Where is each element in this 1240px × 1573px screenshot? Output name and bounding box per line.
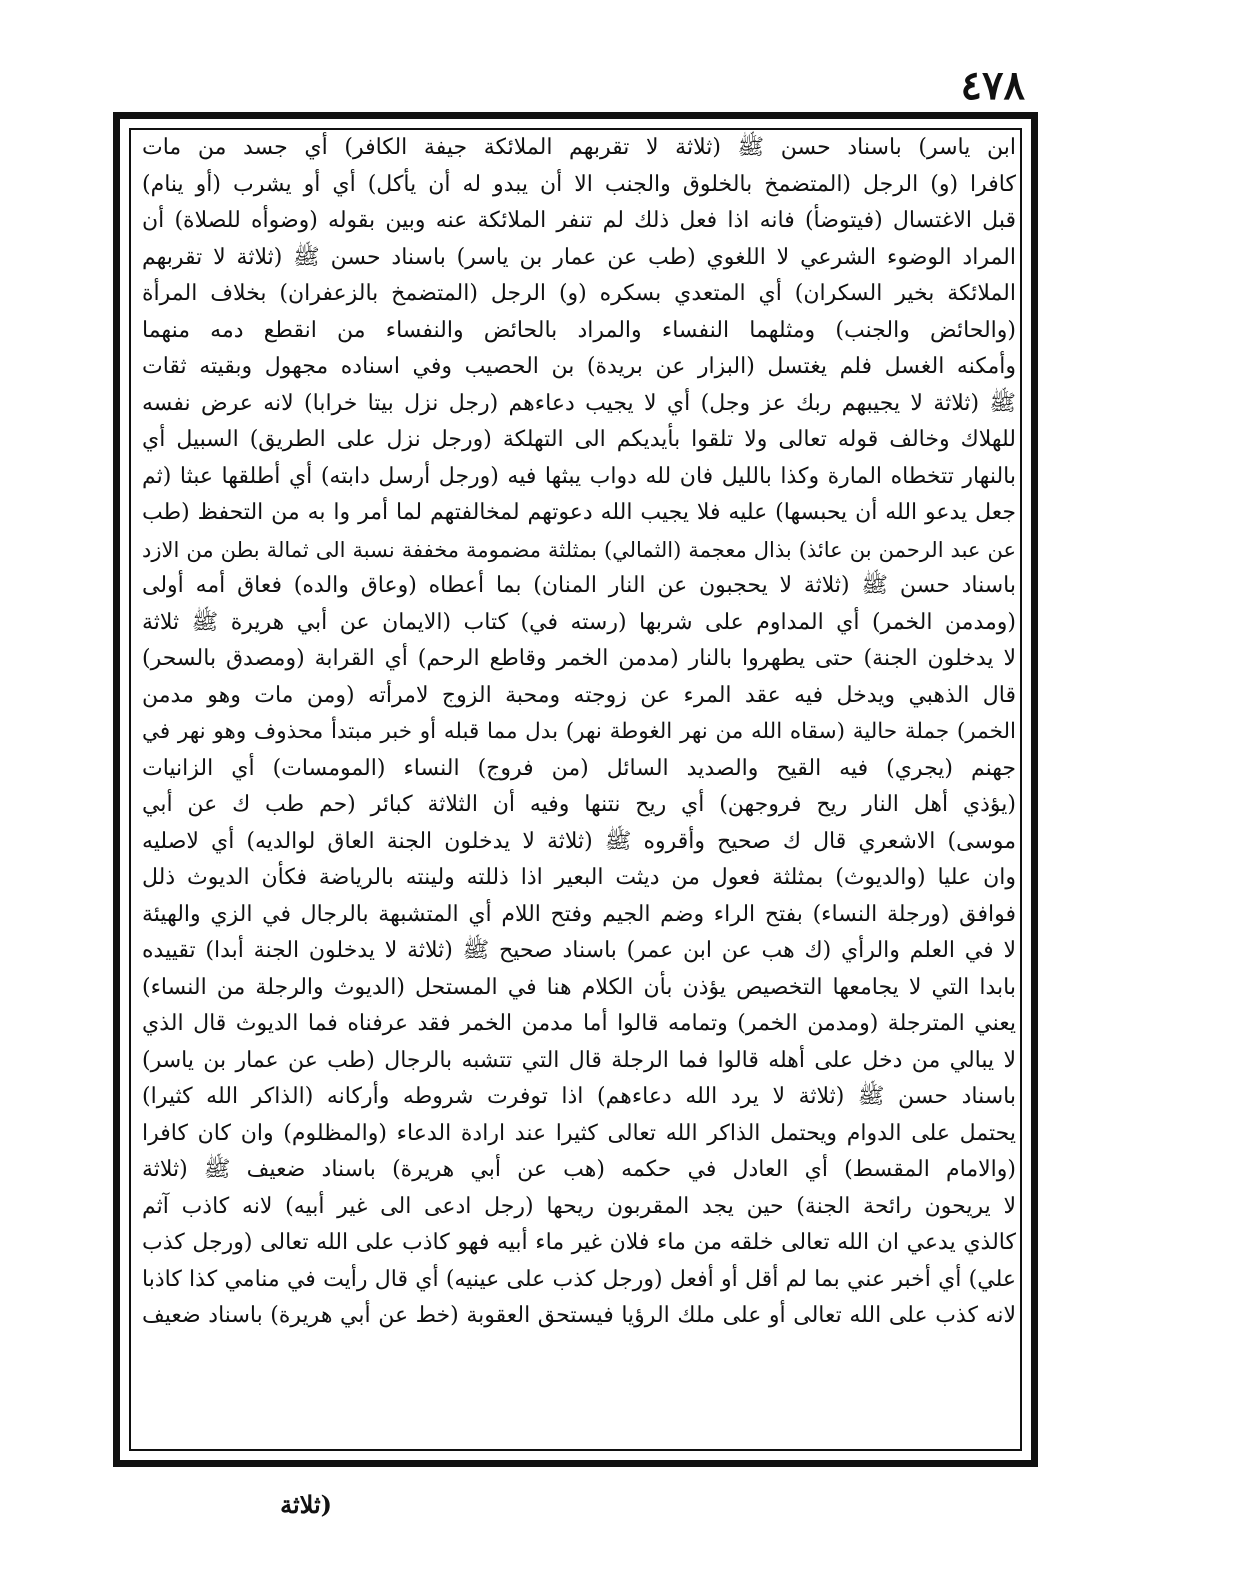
text-line: ابن ياسر) باسناد حسن ﷺ (ثلاثة لا تقربهم الملائكة جيفة الكافر) أي جسد من مات <box>142 135 1016 160</box>
text-line: قال الذهبي ويدخل فيه عقد المرء عن زوجته ومحبة الزوج لامرأته (ومن مات وهو مدمن <box>142 682 1016 708</box>
text-line: بابدا التي لا يجامعها التخصيص يؤذن بأن الكلام هنا في المستحل (الديوث والرجلة من النساء) <box>142 974 1016 1000</box>
text-line: قبل الاغتسال (فيتوضأ) فانه اذا فعل ذلك لم تنفر الملائكة عنه وبين بقوله (وضوأه للصلاة) أن <box>142 208 1016 233</box>
text-line: لا يدخلون الجنة) حتى يطهروا بالنار (مدمن الخمر وقاطع الرحم) أي القرابة (ومصدق بالسحر) <box>142 646 1016 671</box>
text-line: باسناد حسن ﷺ (ثلاثة لا يحجبون عن النار المنان) بما أعطاه (وعاق والده) فعاق أمه أولى <box>142 573 1016 598</box>
catchword: (ثلاثة <box>280 1490 332 1519</box>
text-body <box>142 130 1016 1445</box>
text-line: يعني المترجلة (ومدمن الخمر) وتمامه قالوا أما مدمن الخمر فقد عرفناه فما الديوث قال الذي <box>142 1011 1016 1036</box>
text-line: فوافق (ورجلة النساء) بفتح الراء وضم الجيم وفتح اللام أي المتشبهة بالرجال في الزي والهيئة <box>142 901 1016 927</box>
text-line: (والامام المقسط) أي العادل في حكمه (هب عن أبي هريرة) باسناد ضعيف ﷺ (ثلاثة <box>142 1157 1016 1182</box>
text-line: وان عليا (والديوث) بمثلثة فعول من ديثت البعير اذا ذللته ولينته بالرياضة فكأن الديوث ذلل <box>142 865 1016 890</box>
text-line: (ومدمن الخمر) أي المداوم على شربها (رسته في) كتاب (الايمان عن أبي هريرة ﷺ ثلاثة <box>142 609 1016 635</box>
text-line: جعل يدعو الله أن يحبسها) عليه فلا يجيب الله دعوتهم لمخالفتهم لما أمر وا به من التحفظ (طب <box>142 500 1016 525</box>
text-line: باسناد حسن ﷺ (ثلاثة لا يرد الله دعاءهم) اذا توفرت شروطه وأركانه (الذاكر الله كثيرا) <box>142 1084 1016 1109</box>
text-line: للهلاك وخالف قوله تعالى ولا تلقوا بأيديكم الى التهلكة (ورجل نزل على الطريق) السبيل أي <box>142 427 1016 452</box>
text-line: بالنهار تتخطاه المارة وكذا بالليل فان لله دواب يبثها فيه (ورجل أرسل دابته) أي أطلقها عبثا (ثم <box>142 463 1016 489</box>
text-line: وأمكنه الغسل فلم يغتسل (البزار عن بريدة) بن الحصيب وفي اسناده مجهول وبقيته ثقات <box>142 354 1016 379</box>
text-line: لانه كذب على الله تعالى أو على ملك الرؤيا فيستحق العقوبة (خط عن أبي هريرة) باسناد ضعيف <box>142 1303 1016 1328</box>
page-number: ٤٧٨ <box>960 62 1025 109</box>
text-line: علي) أي أخبر عني بما لم أقل أو أفعل (ورجل كذب على عينيه) أي قال رأيت في منامي كذا كاذبا <box>142 1266 1016 1292</box>
text-line: كالذي يدعي ان الله تعالى خلقه من ماء فلان غير ماء أبيه فهو كاذب على الله تعالى (ورجل كذب <box>142 1230 1016 1255</box>
text-line: ﷺ (ثلاثة لا يجيبهم ربك عز وجل) أي لا يجيب دعاءهم (رجل نزل بيتا خرابا) لانه عرض نفسه <box>142 390 1016 416</box>
text-line: عن عبد الرحمن بن عائذ) بذال معجمة (الثمالي) بمثلثة مضمومة مخففة نسبة الى ثمالة بطن من الازد <box>142 537 1016 562</box>
text-line: (والحائض والجنب) ومثلهما النفساء والمراد بالحائض والنفساء من انقطع دمه منهما <box>142 317 1016 343</box>
text-line: موسى) الاشعري قال ك صحيح وأقروه ﷺ (ثلاثة لا يدخلون الجنة العاق لوالديه) أي لاصليه <box>142 828 1016 854</box>
text-line: لا في العلم والرأي (ك هب عن ابن عمر) باسناد صحيح ﷺ (ثلاثة لا يدخلون الجنة أبدا) تقييده <box>142 938 1016 963</box>
text-line: لا يبالي من دخل على أهله قالوا فما الرجلة قال التي تتشبه بالرجال (طب عن عمار بن ياسر) <box>142 1047 1016 1073</box>
text-line: يحتمل على الدوام ويحتمل الذاكر الله تعالى كثيرا عند ارادة الدعاء (والمظلوم) وان كان كافرا <box>142 1120 1016 1146</box>
text-line: المراد الوضوء الشرعي لا اللغوي (طب عن عمار بن ياسر) باسناد حسن ﷺ (ثلاثة لا تقربهم <box>142 244 1016 270</box>
text-line: جهنم (يجري) فيه القيح والصديد السائل (من فروج) النساء (المومسات) أي الزانيات <box>142 755 1016 781</box>
text-line: (يؤذي أهل النار ريح فروجهن) أي ريح نتنها وفيه أن الثلاثة كبائر (حم طب ك عن أبي <box>142 792 1016 817</box>
text-line: لا يريحون رائحة الجنة) حين يجد المقربون ريحها (رجل ادعى الى غير أبيه) لانه كاذب آثم <box>142 1193 1016 1219</box>
text-line: كافرا (و) الرجل (المتضمخ بالخلوق والجنب الا أن يبدو له أن يأكل) أي أو يشرب (أو ينام) <box>142 171 1016 197</box>
text-line: الخمر) جملة حالية (سقاه الله من نهر الغوطة نهر) بدل مما قبله أو خبر مبتدأ محذوف وهو نهر في <box>142 719 1016 744</box>
text-line: الملائكة بخير السكران) أي المتعدي بسكره (و) الرجل (المتضمخ بالزعفران) بخلاف المرأة <box>142 281 1016 306</box>
